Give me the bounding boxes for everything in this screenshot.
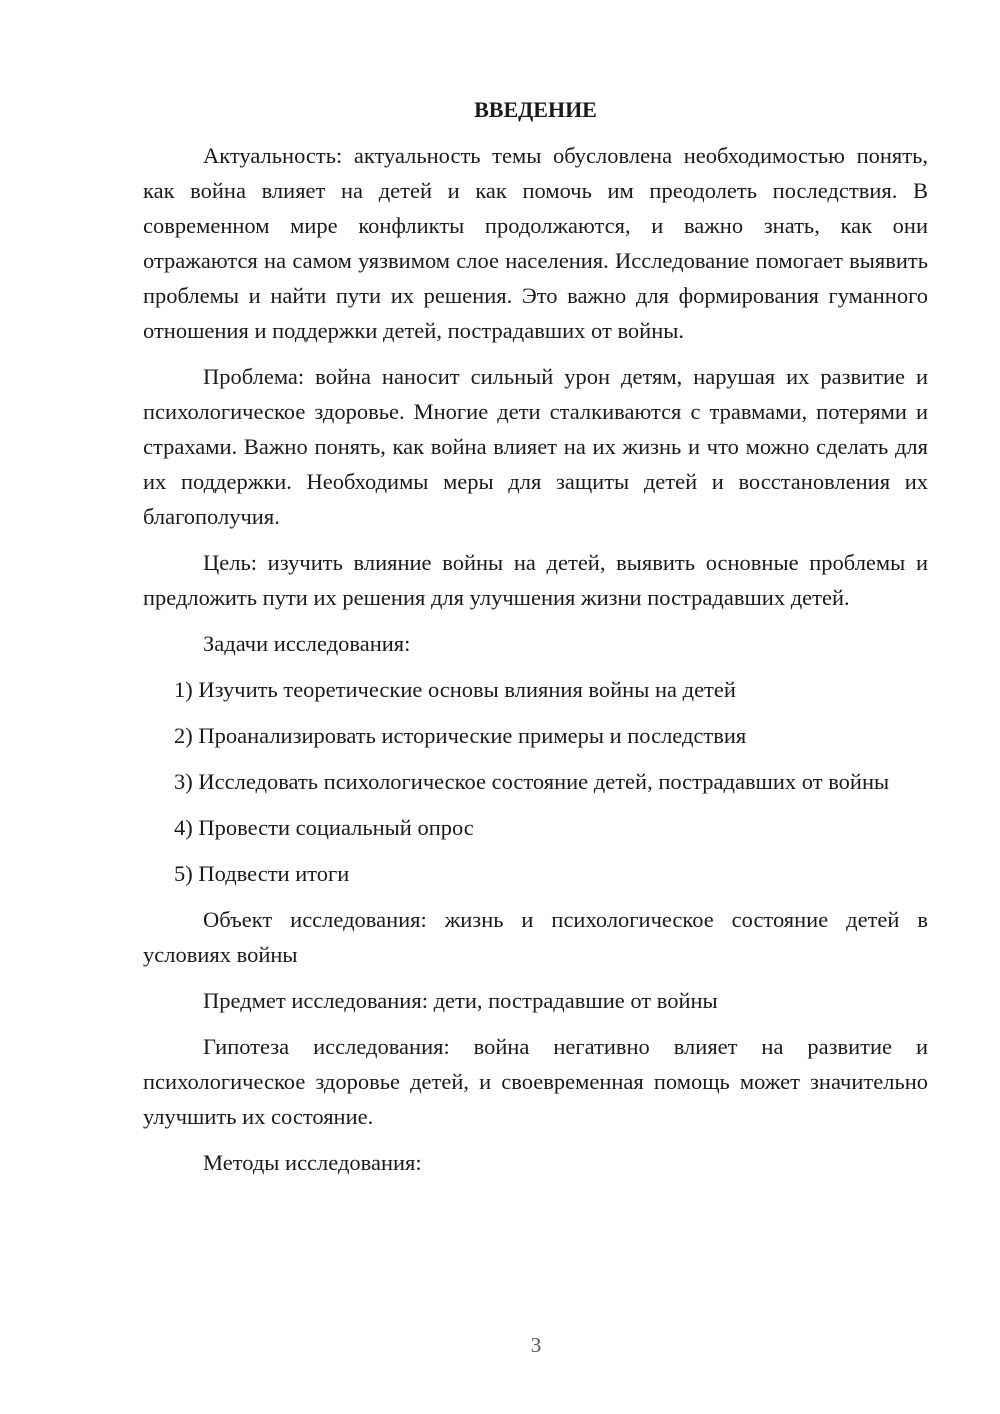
task-item-3: 3) Исследовать психологическое состояние детей, пострадавших от войны [174,769,890,794]
section-title: ВВЕДЕНИЕ [474,97,597,122]
task-item-4: 4) Провести социальный опрос [174,815,474,840]
paragraph-problem: Проблема: война наносит сильный урон детям, нарушая их развитие и психологическое здоровье. Многие дети сталкиваются с травмами, потерями и страхами. Важно понять, как война влияет на их жизнь и что можно сделать для их поддержки. Необходимы меры для защиты детей и восстановления их благополучия. [143,364,928,529]
paragraph-subject: Предмет исследования: дети, пострадавшие от войны [203,988,718,1013]
paragraph-goal: Цель: изучить влияние войны на детей, выявить основные проблемы и предложить пути их решения для улучшения жизни пострадавших детей. [143,550,928,610]
paragraph-tasks-heading: Задачи исследования: [203,631,411,656]
paragraph-relevance: Актуальность: актуальность темы обусловлена необходимостью понять, как война влияет на детей и как помочь им преодолеть последствия. В современном мире конфликты продолжаются, и важно знать, как они отражаются на самом уязвимом слое населения. Исследование помогает выявить проблемы и найти пути их решения. Это важно для формирования гуманного отношения и поддержки детей, пострадавших от войны. [143,143,928,343]
paragraph-methods: Методы исследования: [203,1150,422,1175]
task-item-5: 5) Подвести итоги [174,861,350,886]
paragraph-hypothesis: Гипотеза исследования: война негативно влияет на развитие и психологическое здоровье детей, и своевременная помощь может значительно улучшить их состояние. [143,1034,928,1129]
task-item-2: 2) Проанализировать исторические примеры и последствия [174,723,747,748]
paragraph-object: Объект исследования: жизнь и психологическое состояние детей в условиях войны [143,907,928,967]
task-item-1: 1) Изучить теоретические основы влияния войны на детей [174,677,736,702]
page-number: 3 [530,1333,542,1357]
document-page [143,92,928,1191]
